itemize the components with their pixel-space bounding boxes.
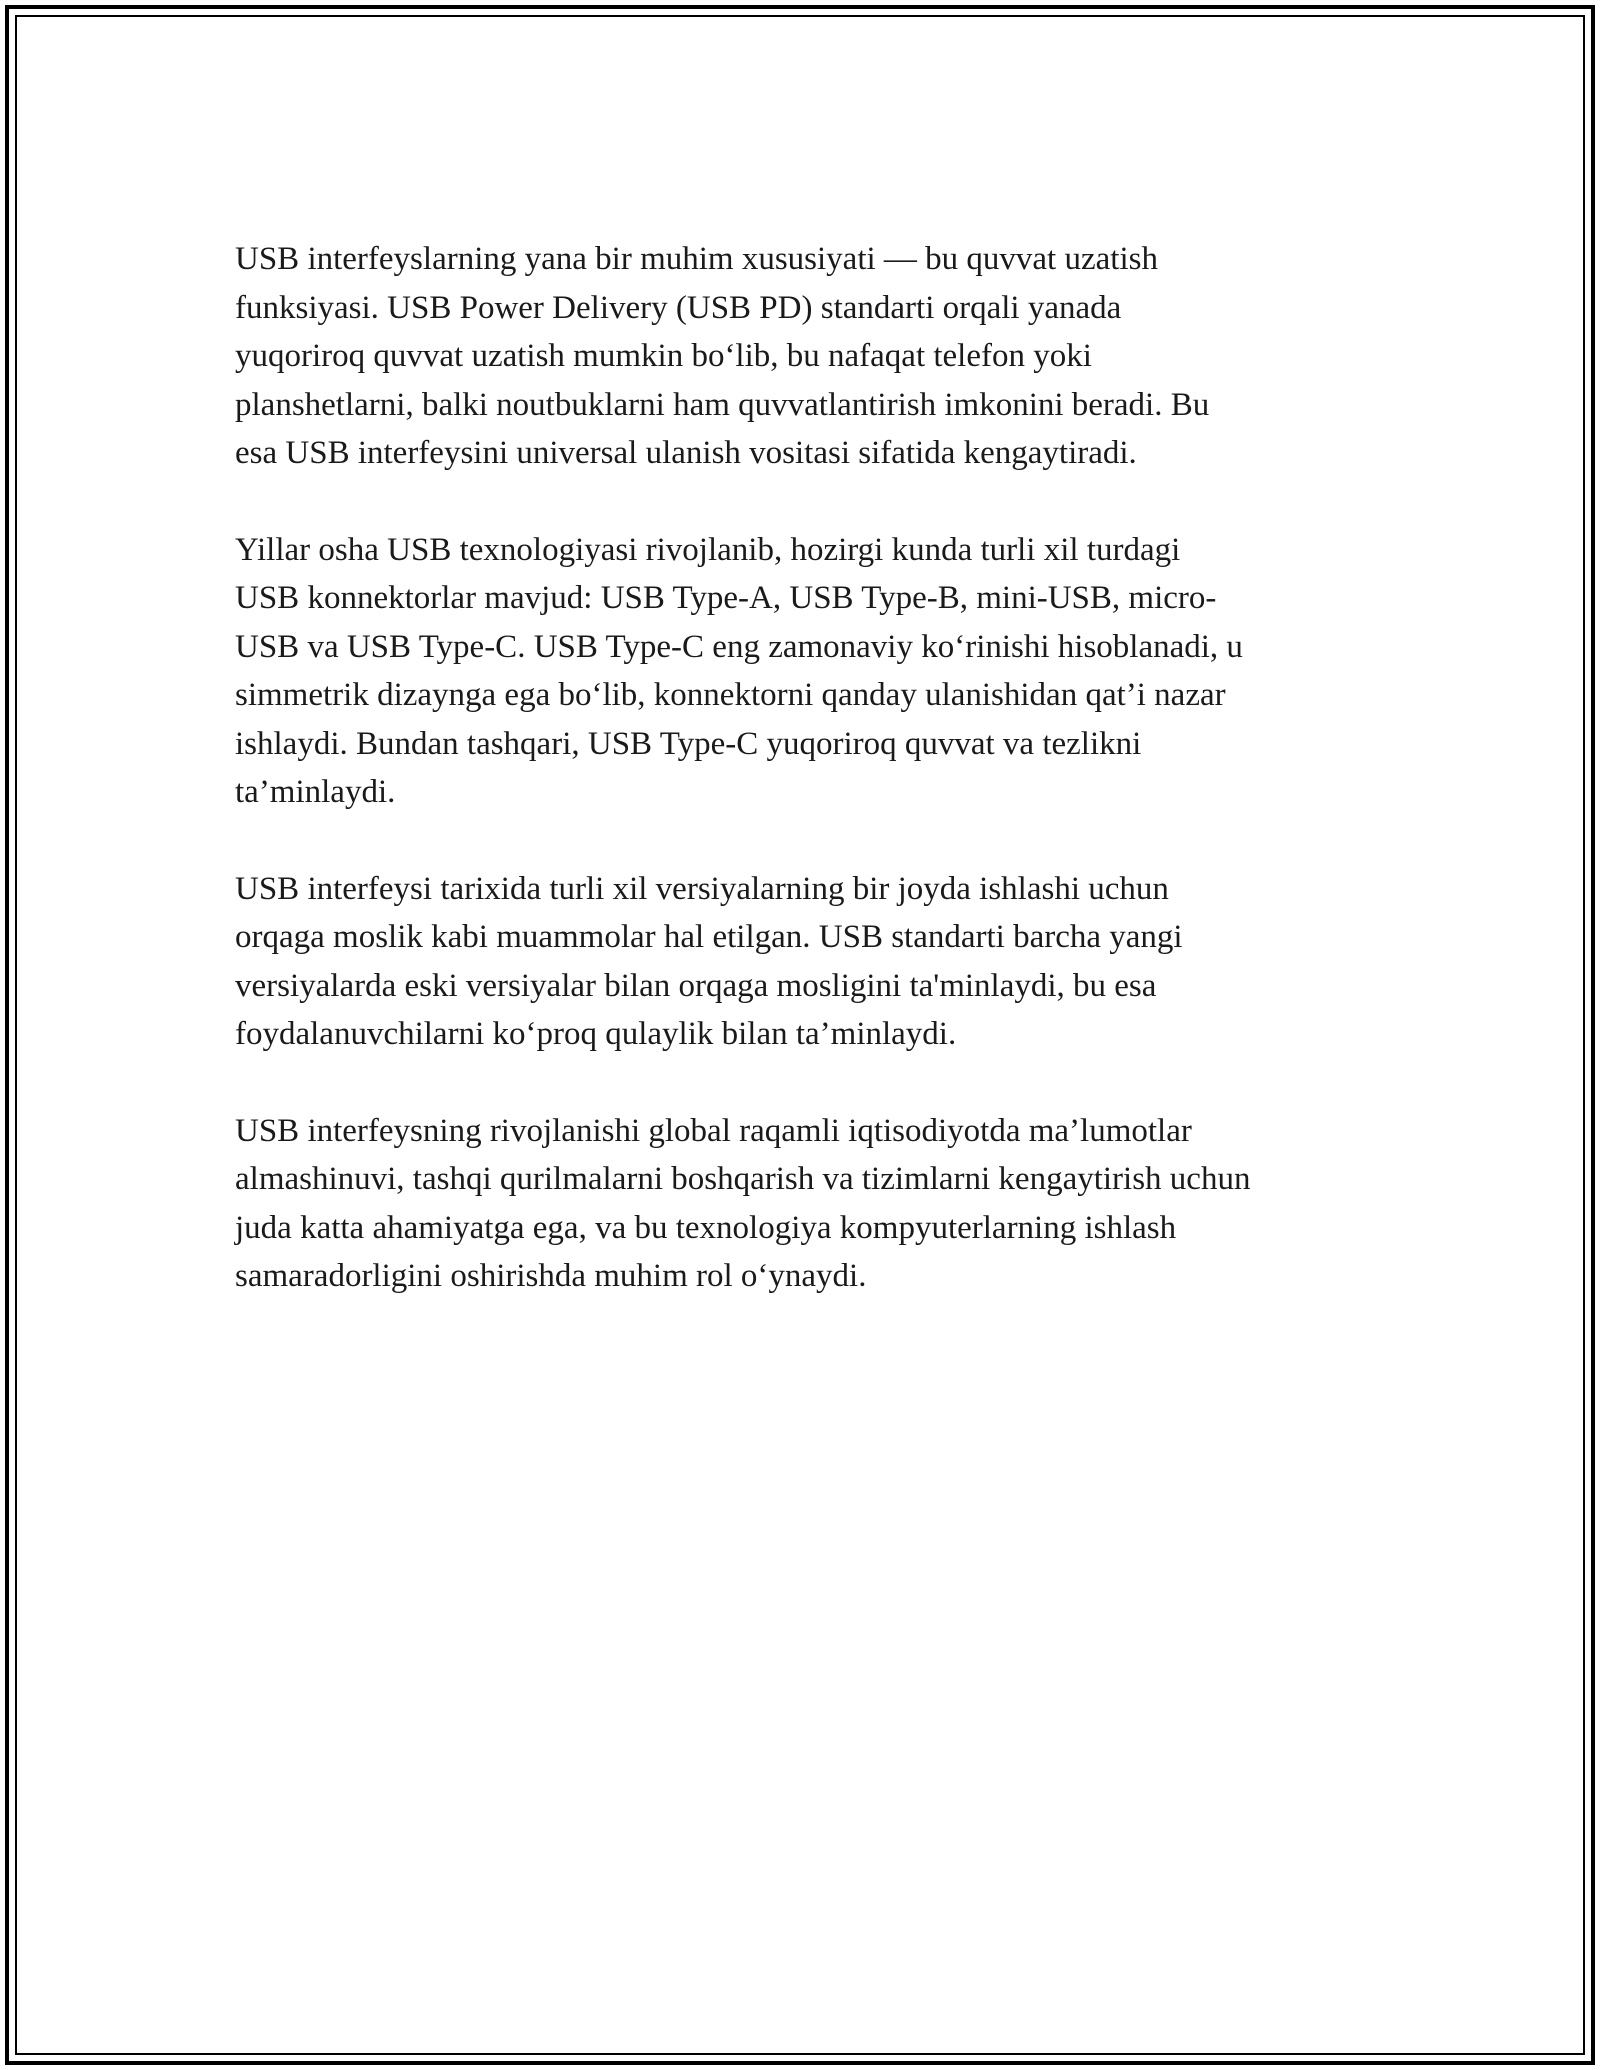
paragraph-usb-power-delivery [235,235,1385,478]
text-line: simmetrik dizaynga ega bo‘lib, konnektorni qanday ulanishidan qat’i nazar [235,677,1226,713]
text-line: USB interfeysning rivojlanishi global raqamli iqtisodiyotda ma’lumotlar [235,1112,1192,1149]
text-line: USB interfeyslarning yana bir muhim xususiyati — bu quvvat uzatish [235,241,1158,277]
text-line: Yillar osha USB texnologiyasi rivojlanib, hozirgi kunda turli xil turdagi [235,531,1181,568]
text-line: samaradorligini oshirishda muhim rol o‘ynaydi. [235,1258,867,1294]
text-line: juda katta ahamiyatga ega, va bu texnologiya kompyuterlarning ishlash [235,1209,1177,1246]
text-line: funksiyasi. USB Power Delivery (USB PD) standarti orqali yanada [235,289,1122,326]
text-line: USB konnektorlar mavjud: USB Type-A, USB Type-B, mini-USB, micro- [235,580,1217,616]
paragraph-backward-compatibility [235,865,1385,1059]
text-line: versiyalarda eski versiyalar bilan orqaga mosligini ta'minlaydi, bu esa [235,967,1157,1004]
text-line: USB va USB Type-C. USB Type-C eng zamonaviy ko‘rinishi hisoblanadi, u [235,628,1243,665]
text-line: almashinuvi, tashqi qurilmalarni boshqarish va tizimlarni kengaytirish uchun [235,1161,1251,1197]
paragraph-usb-connectors [235,526,1385,817]
text-line: orqaga moslik kabi muammolar hal etilgan. USB standarti barcha yangi [235,919,1183,955]
text-line: planshetlarni, balki noutbuklarni ham quvvatlantirish imkonini beradi. Bu [235,386,1210,423]
text-line: ta’minlaydi. [235,774,396,810]
text-line: ishlaydi. Bundan tashqari, USB Type-C yuqoriroq quvvat va tezlikni [235,725,1142,762]
paragraph-global-importance [235,1107,1385,1301]
document-body [235,235,1385,1349]
text-line: foydalanuvchilarni ko‘proq qulaylik bilan ta’minlaydi. [235,1016,957,1052]
text-line: yuqoriroq quvvat uzatish mumkin bo‘lib, bu nafaqat telefon yoki [235,338,1092,374]
text-line: esa USB interfeysini universal ulanish vositasi sifatida kengaytiradi. [235,435,1137,471]
text-line: USB interfeysi tarixida turli xil versiyalarning bir joyda ishlashi uchun [235,870,1169,907]
